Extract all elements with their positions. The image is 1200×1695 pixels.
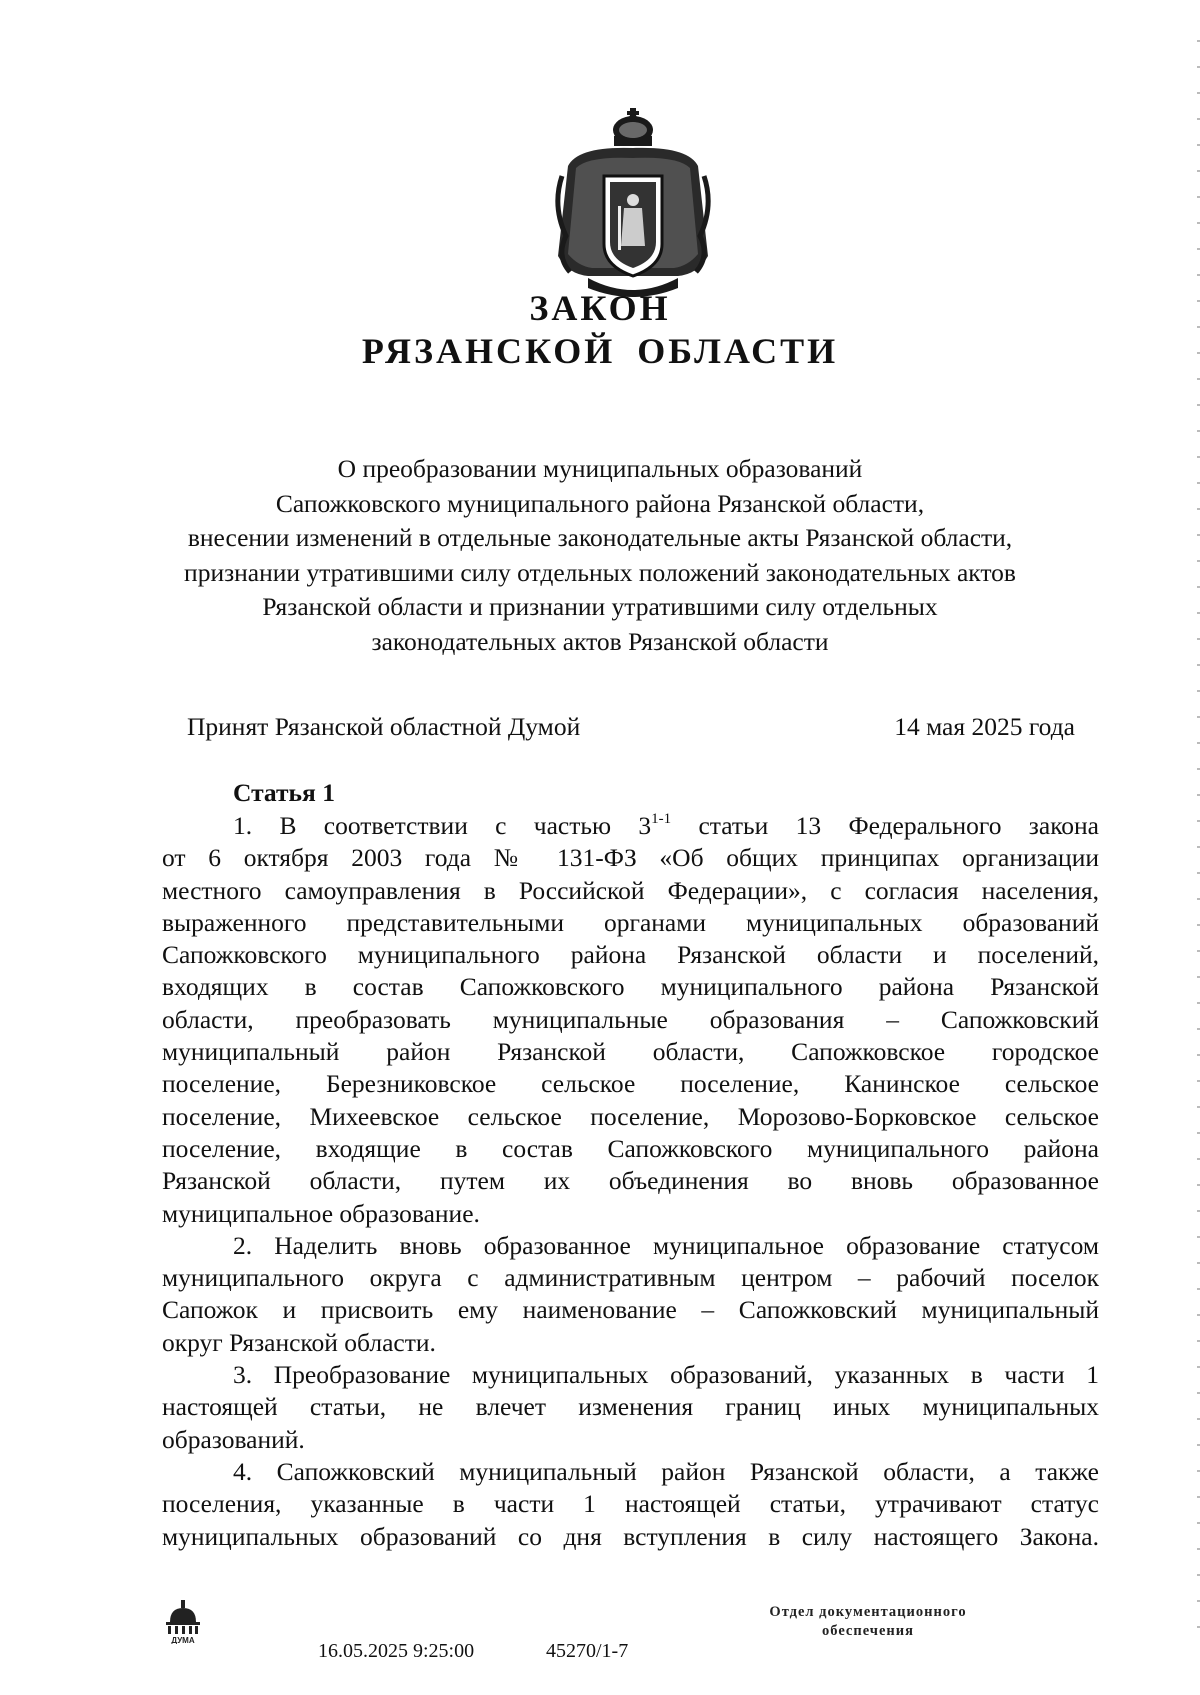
paragraph-line: муниципальных образований со дня вступления в силу настоящего Закона. [162, 1521, 1099, 1551]
stamp-line: обеспечения [822, 1623, 914, 1639]
paragraph-line: настоящей статьи, не влечет изменения границ иных муниципальных [162, 1392, 1099, 1422]
paragraph-line: 1. В соответствии с частью 3$^{1-1}$ статьи 13 Федерального закона [233, 811, 1100, 840]
paragraph-line: входящих в состав Сапожковского муниципального района Рязанской [162, 972, 1099, 1002]
paragraph-line: поселение, Михеевское сельское поселение, Морозово-Борковское сельское [162, 1101, 1099, 1131]
paragraph-line: Рязанской области, путем их объединения во вновь образованное [162, 1166, 1099, 1196]
footer-timestamp: 16.05.2025 9:25:00 [318, 1640, 475, 1662]
region-title: РЯЗАНСКОЙ ОБЛАСТИ [361, 331, 839, 371]
paragraph-line: 2. Наделить вновь образованное муниципальное образование статусом [233, 1230, 1099, 1260]
paragraph-line: 3. Преобразование муниципальных образований, указанных в части 1 [233, 1360, 1099, 1390]
title-line: Сапожковского муниципального района Рязанской области, [275, 488, 925, 518]
paragraph-line: Сапожок и присвоить ему наименование – Сапожковский муниципальный [162, 1295, 1099, 1325]
footer-doc-number: 45270/1-7 [546, 1640, 629, 1662]
coat-of-arms-emblem [548, 106, 718, 302]
paragraph-line: округ Рязанской области. [162, 1327, 436, 1357]
adopted-by: Принят Рязанской областной Думой [187, 712, 581, 741]
department-stamp [718, 1603, 1018, 1641]
paragraph-line: муниципальное образование. [162, 1198, 480, 1228]
title-line: внесении изменений в отдельные законодательные акты Рязанской области, [187, 523, 1013, 552]
duma-logo-icon [162, 1600, 204, 1644]
paragraph-line: поселения, указанные в части 1 настоящей статьи, утрачивают статус [162, 1489, 1099, 1519]
paragraph-line: поселение, Березниковское сельское поселение, Канинское сельское [162, 1069, 1099, 1099]
paragraph-line: поселение, входящие в состав Сапожковского муниципального района [162, 1133, 1099, 1163]
law-subject-title [120, 452, 1080, 659]
adoption-date: 14 мая 2025 года [894, 712, 1075, 741]
title-line: О преобразовании муниципальных образований [337, 454, 863, 483]
article-heading: Статья 1 [233, 778, 335, 807]
paragraph-line: местного самоуправления в Российской Федерации», с согласия населения, [162, 875, 1099, 905]
article-body [162, 810, 1099, 1553]
superscript: 1-1 [651, 811, 672, 827]
paragraph-line: Сапожковского муниципального района Рязанской области и поселений, [162, 940, 1099, 970]
title-line: законодательных актов Рязанской области [371, 626, 829, 656]
paragraph-line: 4. Сапожковский муниципальный район Рязанской области, а также [233, 1456, 1099, 1486]
title-line: признании утратившими силу отдельных положений законодательных актов [184, 557, 1016, 587]
stamp-line: Отдел документационного [769, 1604, 967, 1620]
logo-text: ДУМА [171, 1636, 195, 1644]
title-line: Рязанской области и признании утратившими силу отдельных [262, 592, 938, 621]
paragraph-line: выраженного представительными органами муниципальных образований [162, 907, 1099, 937]
paragraph-line: образований. [162, 1424, 305, 1454]
paragraph-line: муниципальный район Рязанской области, Сапожковское городское [162, 1037, 1099, 1067]
paragraph-line: области, преобразовать муниципальные образования – Сапожковский [162, 1004, 1099, 1034]
paragraph-line: от 6 октября 2003 года № 131-ФЗ «Об общих принципах организации [162, 843, 1099, 873]
law-title: ЗАКОН [529, 288, 671, 328]
paragraph-line: муниципального округа с административным центром – рабочий поселок [162, 1263, 1099, 1293]
